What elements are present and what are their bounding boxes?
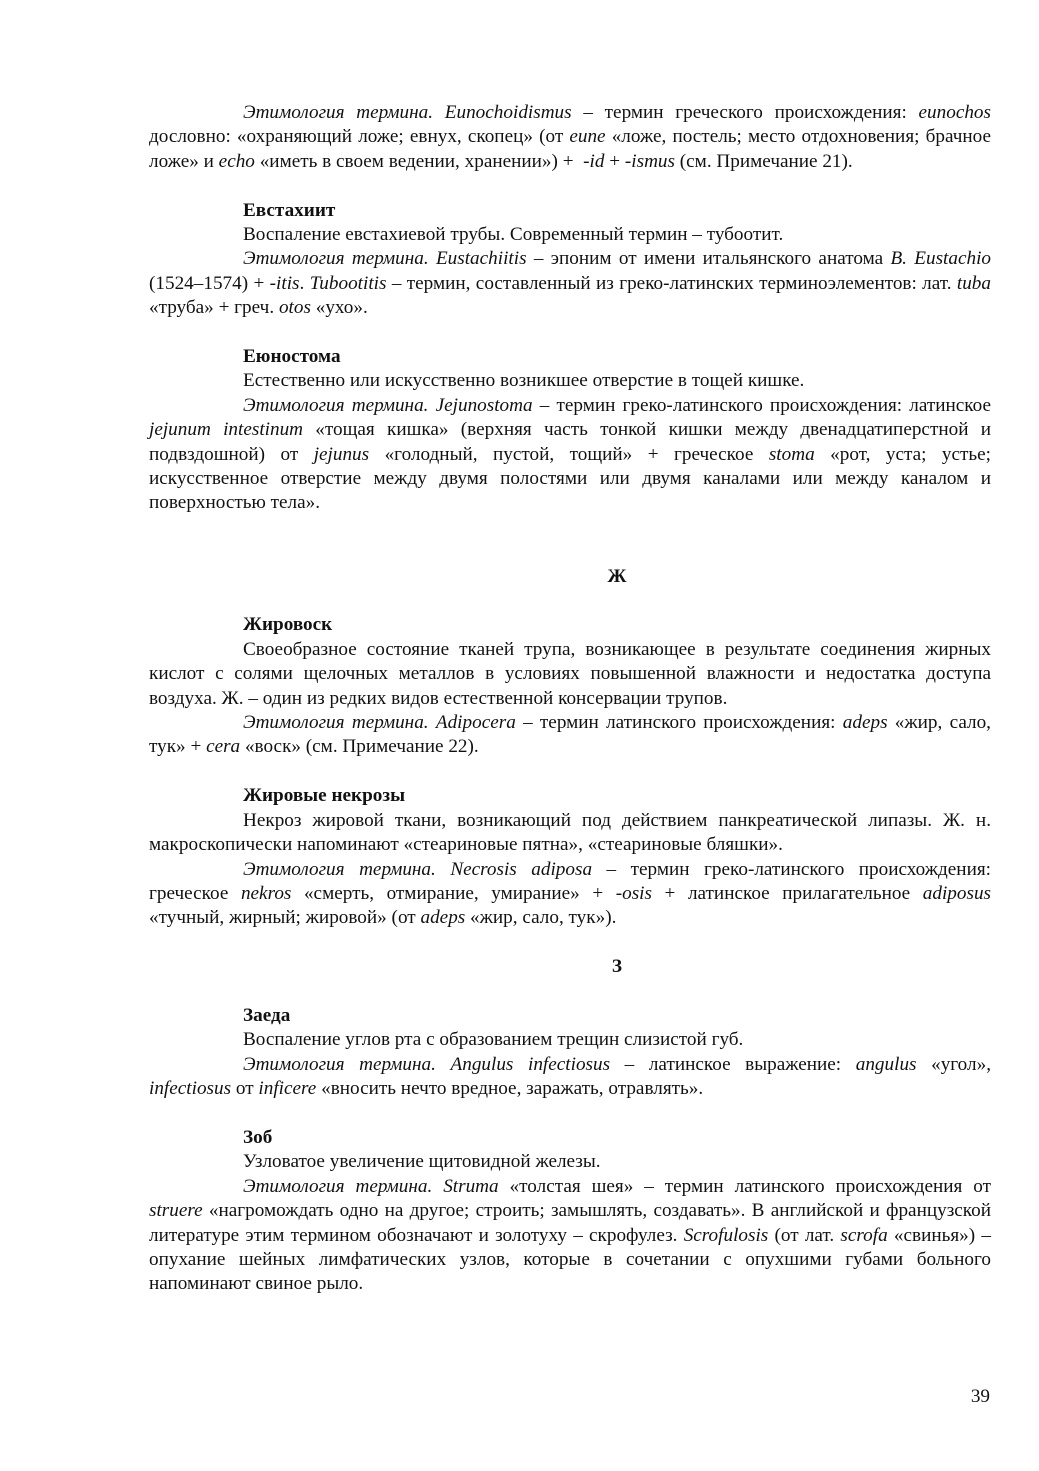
term-heading: Евстахиит: [243, 199, 336, 221]
paragraph-spacer: [149, 589, 991, 613]
paragraph-spacer: [149, 516, 991, 540]
paragraph-spacer: [149, 760, 991, 784]
paragraph-spacer: [149, 980, 991, 1004]
section-letter: Ж: [607, 565, 627, 587]
paragraph-spacer: [149, 1102, 991, 1126]
term-heading: Заеда: [243, 1004, 291, 1026]
page-content: [149, 101, 991, 1297]
body-paragraph: Воспаление углов рта с образованием трещин слизистой губ.: [243, 1029, 744, 1051]
page-number: 39: [970, 1386, 990, 1407]
body-paragraph: Этимология термина. Jejunostoma – термин греко-латинского происхождения: латинское jejunum intestinum «тощая кишка» (верхняя часть тонкой кишки между двенадцатиперстной и подвздошной) от jejunus «голодный, пустой, тощий» + греческое stoma «рот, уста; устье; искусственное отверстие между двумя полостями или двумя каналами или между каналом и поверхностью тела».: [149, 394, 992, 514]
body-paragraph: Этимология термина. Angulus infectiosus – латинское выражение: angulus «угол», infectiosus от inficere «вносить нечто вредное, заражать, отравлять».: [149, 1053, 991, 1100]
term-heading: Жировые некрозы: [243, 785, 406, 807]
body-paragraph: Своеобразное состояние тканей трупа, возникающее в результате соединения жирных кислот с солями щелочных металлов в условиях повышенной влажности и недостатка доступа воздуха. Ж. – один из редких видов естественной консервации трупов.: [149, 638, 991, 709]
body-paragraph: Естественно или искусственно возникшее отверстие в тощей кишке.: [243, 370, 805, 392]
body-paragraph: Этимология термина. Necrosis adiposa – термин греко-латинского происхождения: греческое nekros «смерть, отмирание, умирание» + -osis + латинское прилагательное adiposus «тучный, жирный; жировой» (от adeps «жир, сало, тук»).: [149, 858, 992, 929]
term-heading: Еюностома: [243, 346, 341, 368]
paragraph-spacer: [149, 931, 991, 955]
body-paragraph: Этимология термина. Eustachiitis – эпоним от имени итальянского анатома B. Eustachio (1524–1574) + -itis. Tubootitis – термин, составленный из греко-латинских терминоэлементов: лат. tuba «труба» + греч. otos «ухо».: [149, 248, 992, 319]
body-paragraph: Воспаление евстахиевой трубы. Современный термин – тубоотит.: [243, 224, 784, 246]
body-paragraph: Этимология термина. Adipocera – термин латинского происхождения: adeps «жир, сало, тук» + cera «воск» (см. Примечание 22).: [149, 712, 991, 758]
section-letter: З: [611, 956, 623, 978]
body-paragraph: Узловатое увеличение щитовидной железы.: [243, 1151, 601, 1173]
term-heading: Жировоск: [243, 614, 333, 636]
body-paragraph: Этимология термина. Eunochoidismus – термин греческого происхождения: eunochos дословно: «охраняющий ложе; евнух, скопец» (от eune «ложе, постель; место отдохновения; брачное ложе» и echo «иметь в своем ведении, хранении») + -id + -ismus (см. Примечание 21).: [149, 102, 991, 172]
paragraph-spacer: [149, 321, 991, 345]
term-heading: Зоб: [243, 1126, 273, 1148]
body-paragraph: Этимология термина. Struma «толстая шея» – термин латинского происхождения от struere «нагромождать одно на другое; строить; замышлять, создавать». В английской и французской литературе этим термином обозначают и золотуху – скрофулез. Scrofulosis (от лат. scrofa «свинья») – опухание шейных лимфатических узлов, которые в сочетании с опухшими губами больного напоминают свиное рыло.: [149, 1175, 991, 1295]
paragraph-spacer: [149, 540, 991, 564]
body-paragraph: Некроз жировой ткани, возникающий под действием панкреатической липазы. Ж. н. макроскопически напоминают «стеариновые пятна», «стеариновые бляшки».: [149, 809, 991, 856]
paragraph-spacer: [149, 174, 991, 198]
